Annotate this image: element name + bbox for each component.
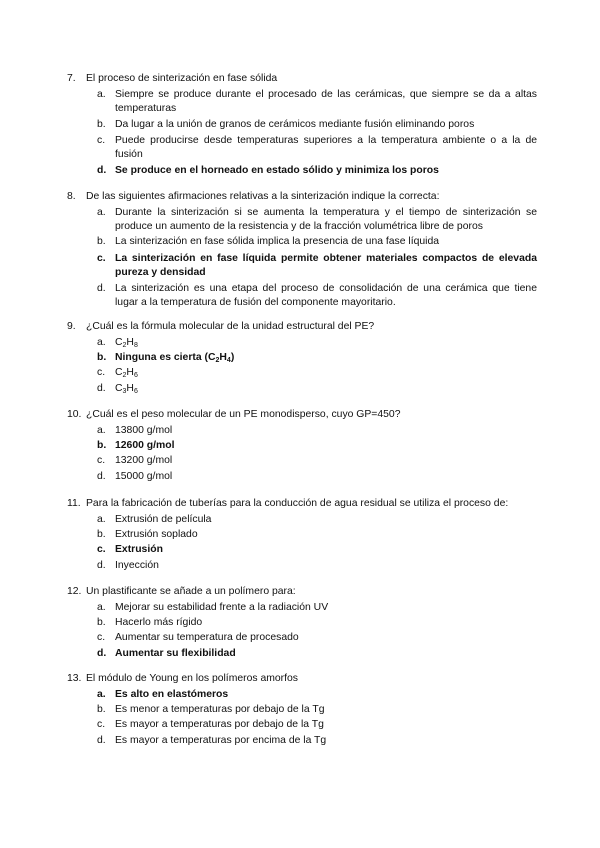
option-c: c. Extrusión [97, 544, 163, 556]
question-text: De las siguientes afirmaciones relativas a la sinterización indique la correcta: [86, 191, 440, 202]
option-b: b. Es menor a temperaturas por debajo de la Tg [97, 704, 325, 716]
question-7 [67, 72, 537, 178]
option-b: b. 12600 g/mol [97, 440, 175, 452]
option-a: a. Es alto en elastómeros [97, 689, 229, 700]
option-d: d. Es mayor a temperaturas por encima de la Tg [97, 734, 327, 746]
option-a: a. Durante la sinterización si se aumenta la temperatura y el tiempo de sinterización se produce un aumento de la resistencia y de la fracción volumétrica libre de poros [97, 207, 537, 233]
option-d: d. Inyección [97, 559, 159, 571]
option-a: a. $C_2H_8$ [97, 337, 138, 349]
option-d: d. 15000 g/mol [97, 470, 173, 482]
question-13: 13. El módulo de Young en los polímeros amorfos a. Es alto en elastómeros b. Es menor a temperaturas por debajo de la Tg c. Es mayor a temperaturas por debajo de la Tg d. Es mayor a temperaturas por encima de la Tg [67, 672, 537, 748]
option-c: c. La sinterización en fase líquida permite obtener materiales compactos de elevada pureza y densidad [97, 252, 537, 278]
option-b: b. Da lugar a la unión de granos de cerámicos mediante fusión eliminando poros [97, 119, 475, 131]
option-b: b. Hacerlo más rígido [97, 617, 203, 629]
question-text: ¿Cuál es el peso molecular de un PE monodisperso, cuyo GP=450? [86, 409, 401, 420]
question-number: 7. [67, 73, 76, 84]
option-c: c. Puede producirse desde temperaturas superiores a la temperatura ambiente o a la de fusión [97, 134, 537, 160]
option-d: d. Se produce en el horneado en estado sólido y minimiza los poros [97, 165, 439, 177]
question-12: 12. Un plastificante se añade a un polímero para: a. Mejorar su estabilidad frente a la radiación UV b. Hacerlo más rígido c. Aumentar su temperatura de procesado d. Aumentar su flexibilidad [67, 585, 537, 661]
option-d: d. $C_3H_6$ [97, 382, 138, 395]
option-a: a. Extrusión de película [97, 514, 212, 525]
question-9: 9. ¿Cuál es la fórmula molecular de la unidad estructural del PE? a. $C_2H_8$ b. Ninguna es cierta $(C_2H_4)$ c. $C_2H_6$ d. $C_3H_6$ [67, 320, 537, 396]
question-text: Un plastificante se añade a un polímero para: [86, 586, 296, 597]
option-d: d. La sinterización es una etapa del proceso de consolidación de una cerámica que tiene lugar a la temperatura de fusión del componente mayoritario. [97, 283, 537, 309]
option-c: c. Aumentar su temperatura de procesado [97, 632, 299, 644]
question-text: El proceso de sinterización en fase sólida [86, 73, 278, 84]
option-d: d. Aumentar su flexibilidad [97, 647, 236, 659]
option-a: a. Siempre se produce durante el procesado de las cerámicas, que siempre se da a altas temperaturas [97, 89, 537, 115]
question-11: 11. Para la fabricación de tuberías para la conducción de agua residual se utiliza el proceso de: a. Extrusión de película b. Extrusión soplado c. Extrusión d. Inyección [67, 497, 537, 573]
option-b: b. La sinterización en fase sólida implica la presencia de una fase líquida [97, 236, 440, 248]
option-a: a. Mejorar su estabilidad frente a la radiación UV [97, 602, 329, 613]
option-c: c. 13200 g/mol [97, 455, 173, 467]
option-c: c. Es mayor a temperaturas por debajo de la Tg [97, 719, 324, 731]
option-c: c. $C_2H_6$ [97, 367, 138, 380]
option-b: b. Extrusión soplado [97, 529, 198, 541]
question-8: 8. De las siguientes afirmaciones relativas a la sinterización indique la correcta: a. Durante la sinterización si se aumenta la temperatura y el tiempo de sinterización se produce un aumento de la resistencia y de la fracción volumétrica libre de poros b. La sinterización en fase sólida implica la presencia de una fase líquida c. La sinterización en fase líquida permite obtener materiales compactos de elevada pureza y densidad d. La sinterización es una etapa del proceso de consolidación de una cerámica que tiene lugar a la temperatura de fusión del componente mayoritario. [67, 190, 537, 310]
question-text: Para la fabricación de tuberías para la conducción de agua residual se utiliza el proceso de: [86, 498, 509, 509]
option-a: a. 13800 g/mol [97, 425, 173, 436]
option-b: b. Ninguna es cierta $(C_2H_4)$ [97, 352, 235, 365]
question-text: ¿Cuál es la fórmula molecular de la unidad estructural del PE? [86, 321, 375, 332]
question-10: 10. ¿Cuál es el peso molecular de un PE monodisperso, cuyo GP=450? a. 13800 g/mol b. 12600 g/mol c. 13200 g/mol d. 15000 g/mol [67, 408, 537, 484]
question-text: El módulo de Young en los polímeros amorfos [86, 673, 298, 684]
